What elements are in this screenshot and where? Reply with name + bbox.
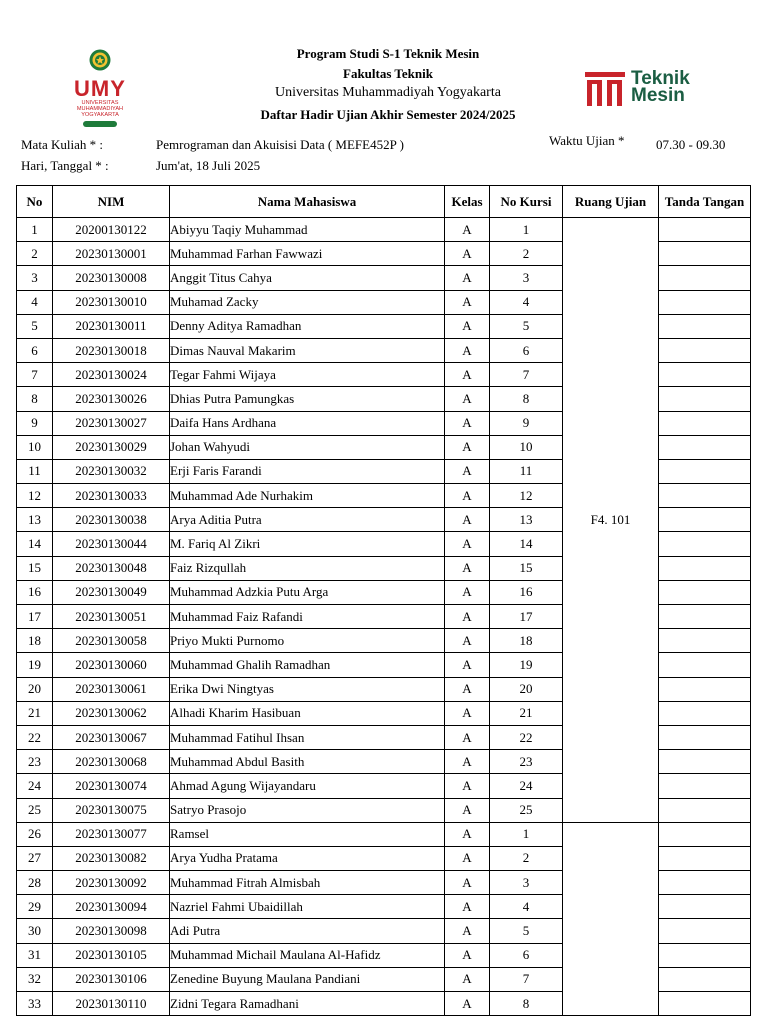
cell-signature[interactable] — [659, 218, 751, 242]
cell-no: 17 — [17, 605, 53, 629]
cell-nim: 20230130061 — [53, 677, 170, 701]
cell-seat: 13 — [490, 508, 563, 532]
cell-nim: 20230130068 — [53, 750, 170, 774]
cell-seat: 3 — [490, 266, 563, 290]
cell-name: Dhias Putra Pamungkas — [170, 387, 445, 411]
cell-seat: 14 — [490, 532, 563, 556]
cell-class: A — [445, 242, 490, 266]
table-body — [17, 218, 751, 1016]
attendance-table — [16, 185, 751, 1016]
cell-signature[interactable] — [659, 435, 751, 459]
cell-no: 21 — [17, 701, 53, 725]
cell-name: Priyo Mukti Purnomo — [170, 629, 445, 653]
cell-class: A — [445, 629, 490, 653]
cell-nim: 20230130077 — [53, 822, 170, 846]
umy-name: UMY — [74, 76, 126, 101]
cell-nim: 20230130032 — [53, 459, 170, 483]
umy-subtitle-2: MUHAMMADIYAH — [76, 106, 124, 112]
cell-no: 18 — [17, 629, 53, 653]
cell-name: Muhammad Ghalih Ramadhan — [170, 653, 445, 677]
cell-no: 1 — [17, 218, 53, 242]
column-header-nim: NIM — [53, 186, 170, 218]
cell-no: 4 — [17, 290, 53, 314]
cell-signature[interactable] — [659, 459, 751, 483]
cell-signature[interactable] — [659, 725, 751, 749]
cell-seat: 20 — [490, 677, 563, 701]
cell-seat: 7 — [490, 967, 563, 991]
table-header-row — [17, 186, 751, 218]
cell-name: Muhammad Ade Nurhakim — [170, 484, 445, 508]
cell-no: 32 — [17, 967, 53, 991]
cell-no: 2 — [17, 242, 53, 266]
cell-seat: 1 — [490, 218, 563, 242]
cell-name: Muhamad Zacky — [170, 290, 445, 314]
cell-name: Muhammad Abdul Basith — [170, 750, 445, 774]
cell-nim: 20230130092 — [53, 871, 170, 895]
cell-class: A — [445, 556, 490, 580]
cell-class: A — [445, 580, 490, 604]
cell-name: Alhadi Kharim Hasibuan — [170, 701, 445, 725]
cell-class: A — [445, 871, 490, 895]
cell-no: 14 — [17, 532, 53, 556]
cell-nim: 20230130060 — [53, 653, 170, 677]
cell-name: Muhammad Fatihul Ihsan — [170, 725, 445, 749]
cell-seat: 17 — [490, 605, 563, 629]
cell-name: Ahmad Agung Wijayandaru — [170, 774, 445, 798]
cell-class: A — [445, 677, 490, 701]
cell-class: A — [445, 967, 490, 991]
cell-seat: 19 — [490, 653, 563, 677]
cell-nim: 20230130067 — [53, 725, 170, 749]
cell-name: M. Fariq Al Zikri — [170, 532, 445, 556]
cell-no: 25 — [17, 798, 53, 822]
cell-nim: 20230130062 — [53, 701, 170, 725]
cell-signature[interactable] — [659, 846, 751, 870]
cell-signature[interactable] — [659, 411, 751, 435]
cell-name: Arya Yudha Pratama — [170, 846, 445, 870]
cell-seat: 23 — [490, 750, 563, 774]
cell-room-group-1: F4. 101 — [563, 218, 659, 823]
cell-name: Faiz Rizqullah — [170, 556, 445, 580]
cell-no: 33 — [17, 992, 53, 1016]
cell-class: A — [445, 363, 490, 387]
cell-class: A — [445, 266, 490, 290]
course-value: Pemrograman dan Akuisisi Data ( MEFE452P ) — [156, 137, 404, 152]
cell-name: Tegar Fahmi Wijaya — [170, 363, 445, 387]
column-header-name: Nama Mahasiswa — [170, 186, 445, 218]
cell-no: 20 — [17, 677, 53, 701]
cell-signature[interactable] — [659, 919, 751, 943]
cell-nim: 20230130001 — [53, 242, 170, 266]
cell-name: Dimas Nauval Makarim — [170, 338, 445, 362]
cell-nim: 20230130008 — [53, 266, 170, 290]
teknik-mesin-line1: Teknik — [631, 68, 690, 89]
cell-no: 12 — [17, 484, 53, 508]
cell-no: 29 — [17, 895, 53, 919]
cell-name: Denny Aditya Ramadhan — [170, 314, 445, 338]
university-name: Universitas Muhammadiyah Yogyakarta — [275, 85, 501, 100]
cell-class: A — [445, 435, 490, 459]
cell-no: 28 — [17, 871, 53, 895]
cell-seat: 3 — [490, 871, 563, 895]
teknik-mesin-logo — [585, 70, 705, 108]
cell-no: 24 — [17, 774, 53, 798]
cell-class: A — [445, 459, 490, 483]
document-title: Daftar Hadir Ujian Akhir Semester 2024/2025 — [260, 106, 516, 122]
umy-logo — [62, 46, 138, 132]
cell-nim: 20230130058 — [53, 629, 170, 653]
cell-seat: 22 — [490, 725, 563, 749]
date-value: Jum'at, 18 Juli 2025 — [156, 158, 261, 173]
cell-signature[interactable] — [659, 605, 751, 629]
cell-name: Nazriel Fahmi Ubaidillah — [170, 895, 445, 919]
cell-name: Erika Dwi Ningtyas — [170, 677, 445, 701]
cell-name: Ramsel — [170, 822, 445, 846]
cell-no: 7 — [17, 363, 53, 387]
document-header — [190, 44, 586, 124]
cell-name: Zenedine Buyung Maulana Pandiani — [170, 967, 445, 991]
column-header-signature: Tanda Tangan — [659, 186, 751, 218]
cell-seat: 5 — [490, 919, 563, 943]
teknik-mesin-line2: Mesin — [631, 85, 685, 106]
cell-name: Muhammad Michail Maulana Al-Hafidz — [170, 943, 445, 967]
table-row — [17, 218, 751, 242]
cell-no: 30 — [17, 919, 53, 943]
teknik-mesin-text — [631, 70, 690, 104]
time-label: Waktu Ujian * — [549, 133, 625, 148]
cell-name: Muhammad Fitrah Almisbah — [170, 871, 445, 895]
cell-seat: 15 — [490, 556, 563, 580]
cell-signature[interactable] — [659, 822, 751, 846]
cell-class: A — [445, 484, 490, 508]
cell-class: A — [445, 218, 490, 242]
cell-seat: 1 — [490, 822, 563, 846]
cell-class: A — [445, 895, 490, 919]
table-row — [17, 822, 751, 846]
cell-no: 3 — [17, 266, 53, 290]
cell-signature[interactable] — [659, 484, 751, 508]
cell-seat: 25 — [490, 798, 563, 822]
cell-nim: 20230130082 — [53, 846, 170, 870]
cell-signature[interactable] — [659, 266, 751, 290]
cell-no: 15 — [17, 556, 53, 580]
cell-nim: 20200130122 — [53, 218, 170, 242]
cell-class: A — [445, 653, 490, 677]
cell-seat: 9 — [490, 411, 563, 435]
cell-nim: 20230130075 — [53, 798, 170, 822]
cell-nim: 20230130048 — [53, 556, 170, 580]
cell-nim: 20230130026 — [53, 387, 170, 411]
cell-signature[interactable] — [659, 556, 751, 580]
column-header-room: Ruang Ujian — [563, 186, 659, 218]
cell-class: A — [445, 725, 490, 749]
cell-signature[interactable] — [659, 363, 751, 387]
cell-name: Erji Faris Farandi — [170, 459, 445, 483]
course-label: Mata Kuliah * : — [21, 137, 103, 152]
cell-nim: 20230130044 — [53, 532, 170, 556]
cell-seat: 7 — [490, 363, 563, 387]
cell-no: 5 — [17, 314, 53, 338]
umy-badge — [83, 121, 117, 127]
faculty-name: Fakultas Teknik — [343, 65, 433, 81]
cell-nim: 20230130049 — [53, 580, 170, 604]
cell-signature[interactable] — [659, 774, 751, 798]
cell-class: A — [445, 532, 490, 556]
cell-class: A — [445, 822, 490, 846]
cell-no: 31 — [17, 943, 53, 967]
column-header-class: Kelas — [445, 186, 490, 218]
cell-nim: 20230130033 — [53, 484, 170, 508]
cell-no: 6 — [17, 338, 53, 362]
cell-signature[interactable] — [659, 290, 751, 314]
cell-seat: 11 — [490, 459, 563, 483]
cell-no: 23 — [17, 750, 53, 774]
cell-no: 8 — [17, 387, 53, 411]
cell-class: A — [445, 314, 490, 338]
cell-nim: 20230130098 — [53, 919, 170, 943]
cell-name: Satryo Prasojo — [170, 798, 445, 822]
cell-seat: 18 — [490, 629, 563, 653]
cell-nim: 20230130024 — [53, 363, 170, 387]
cell-signature[interactable] — [659, 871, 751, 895]
cell-signature[interactable] — [659, 387, 751, 411]
column-header-no: No — [17, 186, 53, 218]
cell-nim: 20230130106 — [53, 967, 170, 991]
cell-seat: 12 — [490, 484, 563, 508]
cell-nim: 20230130094 — [53, 895, 170, 919]
cell-class: A — [445, 701, 490, 725]
umy-subtitle-3: YOGYAKARTA — [81, 112, 119, 118]
cell-no: 9 — [17, 411, 53, 435]
cell-signature[interactable] — [659, 338, 751, 362]
cell-nim: 20230130074 — [53, 774, 170, 798]
cell-signature[interactable] — [659, 798, 751, 822]
umy-subtitle-1: UNIVERSITAS — [81, 100, 119, 106]
column-header-seat: No Kursi — [490, 186, 563, 218]
teknik-mesin-mark-icon — [585, 72, 625, 106]
cell-class: A — [445, 992, 490, 1016]
cell-nim: 20230130027 — [53, 411, 170, 435]
cell-class: A — [445, 774, 490, 798]
cell-seat: 5 — [490, 314, 563, 338]
cell-signature[interactable] — [659, 701, 751, 725]
cell-no: 22 — [17, 725, 53, 749]
cell-nim: 20230130110 — [53, 992, 170, 1016]
cell-seat: 6 — [490, 943, 563, 967]
cell-room-group-2 — [563, 822, 659, 1016]
cell-seat: 2 — [490, 846, 563, 870]
cell-seat: 6 — [490, 338, 563, 362]
cell-name: Adi Putra — [170, 919, 445, 943]
cell-class: A — [445, 750, 490, 774]
cell-signature[interactable] — [659, 677, 751, 701]
cell-signature[interactable] — [659, 314, 751, 338]
time-value: 07.30 - 09.30 — [656, 137, 726, 152]
cell-signature[interactable] — [659, 992, 751, 1016]
cell-nim: 20230130105 — [53, 943, 170, 967]
cell-name: Zidni Tegara Ramadhani — [170, 992, 445, 1016]
cell-seat: 2 — [490, 242, 563, 266]
cell-signature[interactable] — [659, 750, 751, 774]
cell-signature[interactable] — [659, 943, 751, 967]
cell-signature[interactable] — [659, 967, 751, 991]
cell-seat: 21 — [490, 701, 563, 725]
cell-class: A — [445, 290, 490, 314]
cell-seat: 10 — [490, 435, 563, 459]
cell-no: 16 — [17, 580, 53, 604]
cell-nim: 20230130011 — [53, 314, 170, 338]
cell-signature[interactable] — [659, 242, 751, 266]
cell-no: 13 — [17, 508, 53, 532]
cell-class: A — [445, 387, 490, 411]
cell-nim: 20230130010 — [53, 290, 170, 314]
cell-seat: 4 — [490, 895, 563, 919]
cell-no: 19 — [17, 653, 53, 677]
cell-class: A — [445, 943, 490, 967]
program-name: Program Studi S-1 Teknik Mesin — [296, 46, 480, 61]
cell-seat: 8 — [490, 992, 563, 1016]
cell-class: A — [445, 919, 490, 943]
cell-name: Johan Wahyudi — [170, 435, 445, 459]
cell-signature[interactable] — [659, 508, 751, 532]
cell-name: Abiyyu Taqiy Muhammad — [170, 218, 445, 242]
date-label: Hari, Tanggal * : — [21, 158, 109, 173]
cell-nim: 20230130038 — [53, 508, 170, 532]
cell-name: Anggit Titus Cahya — [170, 266, 445, 290]
cell-seat: 8 — [490, 387, 563, 411]
cell-signature[interactable] — [659, 895, 751, 919]
cell-no: 10 — [17, 435, 53, 459]
cell-nim: 20230130051 — [53, 605, 170, 629]
cell-nim: 20230130029 — [53, 435, 170, 459]
cell-name: Muhammad Adzkia Putu Arga — [170, 580, 445, 604]
umy-seal-icon — [89, 49, 111, 71]
cell-class: A — [445, 605, 490, 629]
cell-name: Muhammad Farhan Fawwazi — [170, 242, 445, 266]
cell-class: A — [445, 798, 490, 822]
cell-signature[interactable] — [659, 580, 751, 604]
cell-seat: 16 — [490, 580, 563, 604]
cell-no: 11 — [17, 459, 53, 483]
cell-signature[interactable] — [659, 532, 751, 556]
cell-name: Muhammad Faiz Rafandi — [170, 605, 445, 629]
cell-no: 27 — [17, 846, 53, 870]
cell-class: A — [445, 508, 490, 532]
cell-name: Arya Aditia Putra — [170, 508, 445, 532]
cell-class: A — [445, 411, 490, 435]
cell-seat: 4 — [490, 290, 563, 314]
cell-signature[interactable] — [659, 653, 751, 677]
cell-class: A — [445, 338, 490, 362]
cell-seat: 24 — [490, 774, 563, 798]
cell-nim: 20230130018 — [53, 338, 170, 362]
cell-no: 26 — [17, 822, 53, 846]
cell-class: A — [445, 846, 490, 870]
cell-name: Daifa Hans Ardhana — [170, 411, 445, 435]
cell-signature[interactable] — [659, 629, 751, 653]
